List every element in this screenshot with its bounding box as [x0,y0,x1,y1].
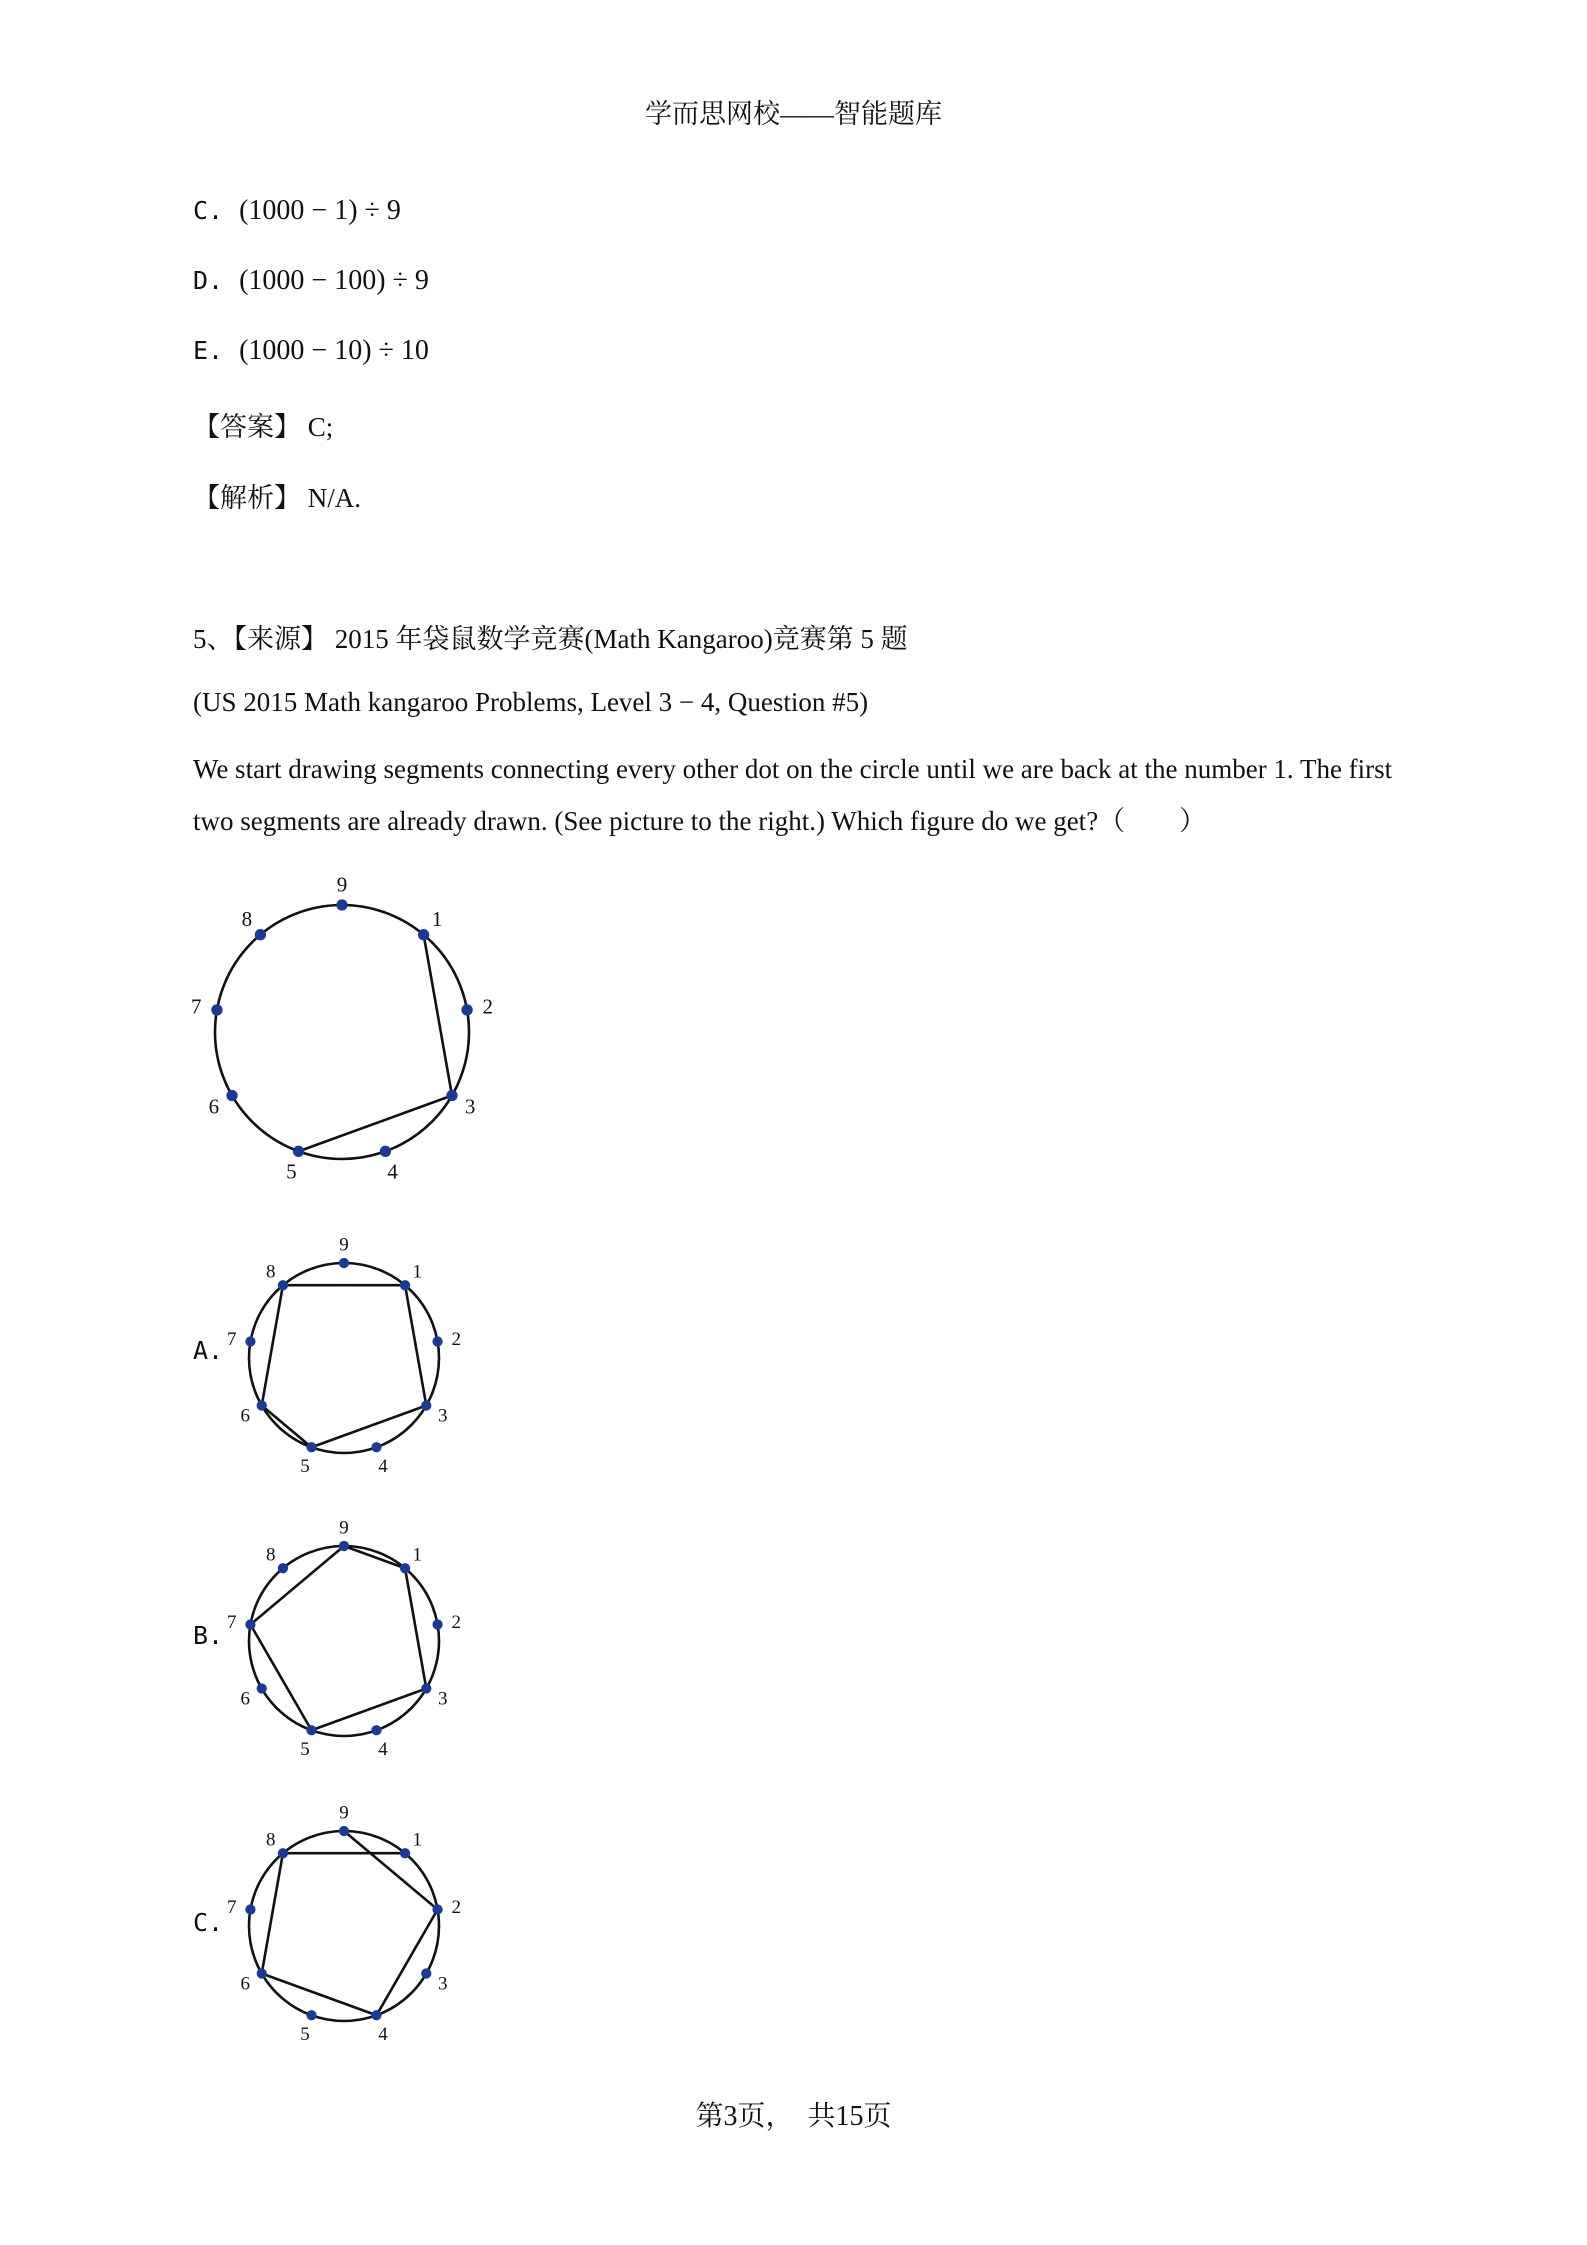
figure-dot-label: 8 [241,906,253,931]
figure-dot-label: 5 [300,1455,310,1477]
figure-circle [249,1546,439,1736]
option-d-prev [193,265,429,297]
figure-dot-5 [306,2010,316,2020]
figure-dot-label: 9 [339,1517,349,1539]
figure-dot-9 [339,1826,349,1836]
figure-dot-3 [446,1090,457,1101]
figure-dot-6 [257,1400,267,1410]
figure-dot-2 [432,1619,442,1629]
figure-dot-2 [461,1004,472,1015]
figure-dot-label: 6 [208,1094,220,1119]
option-letter: D. [193,266,224,295]
figure-option-letter: B. [193,1621,224,1650]
option-e-prev [193,335,429,367]
figure-dot-label: 1 [412,1544,423,1566]
figure-dot-label: 5 [300,2023,310,2045]
figure-dot-label: 7 [190,994,202,1019]
figure-dot-8 [278,1563,288,1573]
figure-dot-6 [257,1968,267,1978]
figure-dot-label: 8 [265,1829,276,1851]
figure-option-b[interactable] [225,1508,485,1768]
figure-dot-1 [400,1280,410,1290]
figure-dot-label: 4 [387,1159,398,1184]
figure-segment [250,1625,311,1731]
figure-dot-label: 9 [339,1802,349,1824]
figure-dot-4 [380,1146,391,1157]
figure-dot-label: 7 [226,1328,237,1350]
figure-dot-label: 2 [451,1611,462,1633]
figure-dot-5 [293,1146,304,1157]
figure-dot-7 [211,1004,222,1015]
question-reference: (US 2015 Math kangaroo Problems, Level 3 − 4, Question #5) [193,687,869,717]
figure-dot-2 [432,1336,442,1346]
figure-dot-label: 4 [378,2023,388,2045]
figure-dot-7 [245,1904,255,1914]
figure-dot-5 [306,1442,316,1452]
answer-line: 【答案】 C; [193,412,334,442]
figure-dot-1 [418,929,429,940]
figure-dot-label: 3 [437,1973,448,1995]
figure-circle [249,1831,439,2021]
figure-dot-1 [400,1563,410,1573]
figure-dot-5 [306,1725,316,1735]
figure-option-a[interactable] [225,1225,485,1485]
figure-dot-8 [255,929,266,940]
figure-dot-label: 2 [451,1328,462,1350]
figure-dot-8 [278,1280,288,1290]
figure-circle [215,905,469,1159]
figure-dot-8 [278,1848,288,1858]
question-body: We start drawing segments connecting every other dot on the circle until we are back at the number 1. The first two segments are already drawn. (See picture to the right.) Which figure do we get?（ ） [193,754,1393,836]
figure-dot-label: 1 [412,1261,423,1283]
figure-dot-label: 6 [240,1405,251,1427]
option-expression: (1000 − 10) ÷ 10 [239,335,429,366]
figure-dot-label: 7 [226,1896,237,1918]
figure-dot-9 [339,1258,349,1268]
figure-option-letter: A. [193,1336,224,1365]
figure-dot-label: 8 [265,1544,276,1566]
figure-option-c[interactable] [225,1793,485,2053]
page-header: 学而思网校——智能题库 [645,99,942,129]
figure-dot-7 [245,1619,255,1629]
figure-given [190,875,510,1195]
figure-dot-label: 3 [464,1094,476,1119]
figure-dot-label: 4 [378,1738,388,1760]
option-letter: E. [193,336,224,365]
figure-segment [376,1910,437,2016]
figure-dot-label: 2 [482,994,494,1019]
figure-dot-label: 5 [300,1738,310,1760]
figure-segment [344,1546,405,1568]
figure-segment [262,1406,312,1448]
figure-dot-7 [245,1336,255,1346]
question-source: 5、【来源】 2015 年袋鼠数学竞赛(Math Kangaroo)竞赛第 5 题 [193,624,908,654]
figure-circle [249,1263,439,1453]
figure-dot-4 [371,2010,381,2020]
figure-dot-3 [421,1968,431,1978]
option-letter: C. [193,196,224,225]
figure-dot-3 [421,1683,431,1693]
option-expression: (1000 − 1) ÷ 9 [239,195,401,226]
figure-dot-9 [339,1541,349,1551]
figure-dot-4 [371,1442,381,1452]
figure-dot-label: 9 [339,1234,349,1256]
figure-dot-label: 7 [226,1611,237,1633]
figure-option-letter: C. [193,1908,224,1937]
figure-dot-9 [336,899,347,910]
figure-dot-4 [371,1725,381,1735]
figure-dot-3 [421,1400,431,1410]
figure-dot-label: 3 [437,1688,448,1710]
figure-dot-label: 4 [378,1455,388,1477]
figure-dot-label: 1 [431,906,443,931]
figure-segment [424,935,452,1096]
figure-dot-1 [400,1848,410,1858]
figure-dot-2 [432,1904,442,1914]
figure-dot-label: 6 [240,1688,251,1710]
figure-dot-label: 1 [412,1829,423,1851]
figure-dot-6 [226,1090,237,1101]
figure-dot-label: 6 [240,1973,251,1995]
option-c-prev [193,195,401,227]
figure-dot-label: 2 [451,1896,462,1918]
figure-dot-6 [257,1683,267,1693]
figure-dot-label: 8 [265,1261,276,1283]
analysis-line: 【解析】 N/A. [193,483,361,513]
figure-dot-label: 9 [336,875,348,897]
figure-dot-label: 5 [286,1159,297,1184]
option-expression: (1000 − 100) ÷ 9 [239,265,429,296]
figure-dot-label: 3 [437,1405,448,1427]
page-footer: 第3页， 共15页 [695,2101,892,2132]
